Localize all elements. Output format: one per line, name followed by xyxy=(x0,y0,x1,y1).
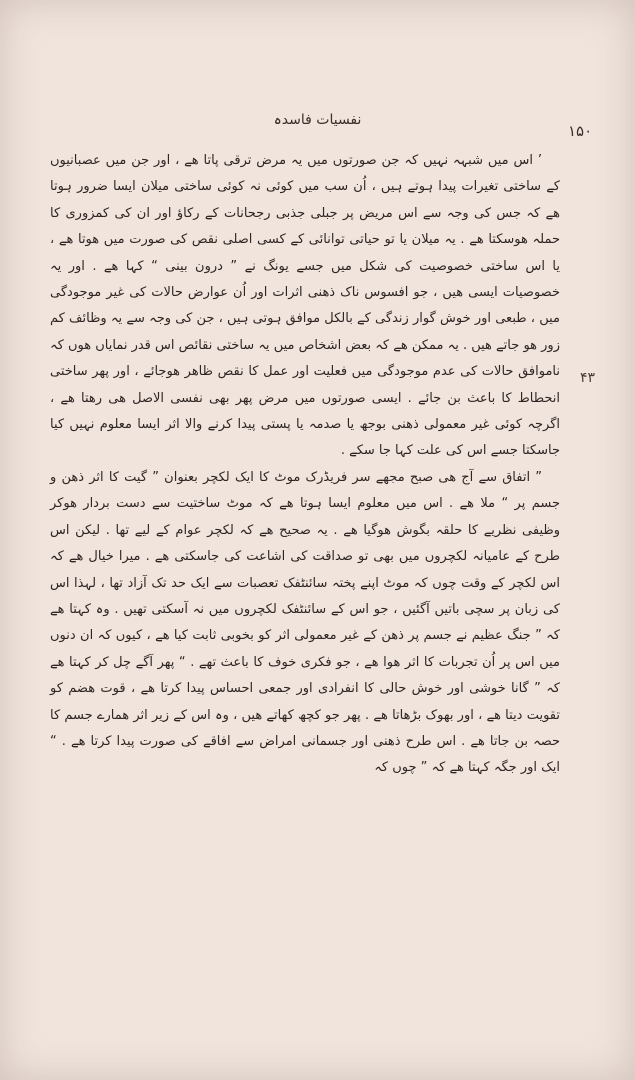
page-header xyxy=(0,112,635,142)
paragraph: ” اتفاق سے آج ھی صبح مجھے سر فریڈرک موٹ کا ایک لکچر بعنوان ” گیت کا اثر ذھن و جسم پر “ ملا ھے . اس میں معلوم ایسا ہوتا ھے کہ موٹ ساختیت سے دست بردار ھوکر وظیفی نظریے کا حلقہ بگوش ھوگیا ھے . یہ صحیح ھے کہ لکچر عوام کے لیے تھا . لیکن اس طرح کے عامیانہ لکچروں میں بھی تو صداقت کی اشاعت کی جاسکتی ھے . میرا خیال ھے کہ اس لکچر کے وقت چوں کہ موٹ اپنے پختہ سائنٹفک تعصبات سے ایک حد تک آزاد تھا ، لہذا اس کی زبان پر سچی باتیں آگئیں ، جو اس کے سائنٹفک لکچروں میں نہ آسکتی تھیں . وہ کہتا ھے کہ ” جنگ عظیم نے جسم پر ذھن کے غیر معمولی اثر کو بخوبی ثابت کیا ھے ، کیوں کہ ان دنوں میں اس پر اُن تجربات کا اثر ھوا ھے ، جو فکری خوف کا باعث تھے . “ پھر آگے چل کر کہتا ھے کہ ” گانا خوشی اور خوش حالی کا انفرادی اور جمعی احساس پیدا کرتا ھے ، قوت ھضم کو تقویت دیتا ھے ، اور بھوک بڑھاتا ھے . پھر جو کچھ کھاتے ھیں ، وہ اس کے زیر اثر ھمارے جسم کا حصہ بن جاتا ھے . اس طرح ذھنی اور جسمانی امراض سے افاقے کی صورت پیدا کرتا ھے . “ ایک اور جگہ کہتا ھے کہ ” چوں کہ xyxy=(50,469,560,776)
running-title: نفسیات فاسدہ xyxy=(273,112,362,128)
paragraph: ’ اس میں شبہہ نہیں کہ جن صورتوں میں یہ مرض ترقی پاتا ھے ، اور جن میں عصبانیوں کے ساختی تغیرات پیدا ہوتے ہیں ، اُن سب میں کوئی نہ کوئی ساختی میلان ایسا ضرور ہوتا ھے کہ جس کی وجہ سے اس مریض پر جبلی جذبی رجحانات کے رکاؤ اور ان کی کمزوری کا حملہ ھوسکتا ھے . یہ میلان یا تو حیاتی توانائی کے کسی اصلی نقص کی صورت میں ھوتا ھے ، یا اس ساختی خصوصیت کی شکل میں جسے یونگ نے ” درون بینی “ کہا ھے . اور یہ خصوصیات ایسی ھیں ، جو افسوس ناک ذھنی اثرات اور اُن عوارض حالات کی غیر موجودگی میں ، طبعی اور خوش گوار زندگی کے بالکل موافق ہوتی ہیں ، جن کی وجہ سے یہ وظائف کم زور ھو جاتے ھیں . یہ ممکن ھے کہ بعض اشخاص میں یہ ساختی نقائص اس قدر نمایاں ھوں کہ ناموافق حالات کی عدم موجودگی میں فعلیت اور عمل کا نقص ظاھر ھوجائے ، اور پھر ساختی انحطاط کا باعث بن جائے . ایسی صورتوں میں مرض پھر بھی نفسی الاصل ھی رھتا ھے ، اگرچہ کوئی غیر معمولی ذھنی بوجھ یا صدمہ یا پستی پیدا کرنے والا اثر ایسا معلوم نہیں کیا جاسکتا جسے اس کی علت کہا جا سکے . xyxy=(50,153,560,459)
body-text xyxy=(50,148,560,782)
margin-annotation: ۴۳ xyxy=(580,370,596,386)
page-number: ۱۵۰ xyxy=(568,122,593,140)
